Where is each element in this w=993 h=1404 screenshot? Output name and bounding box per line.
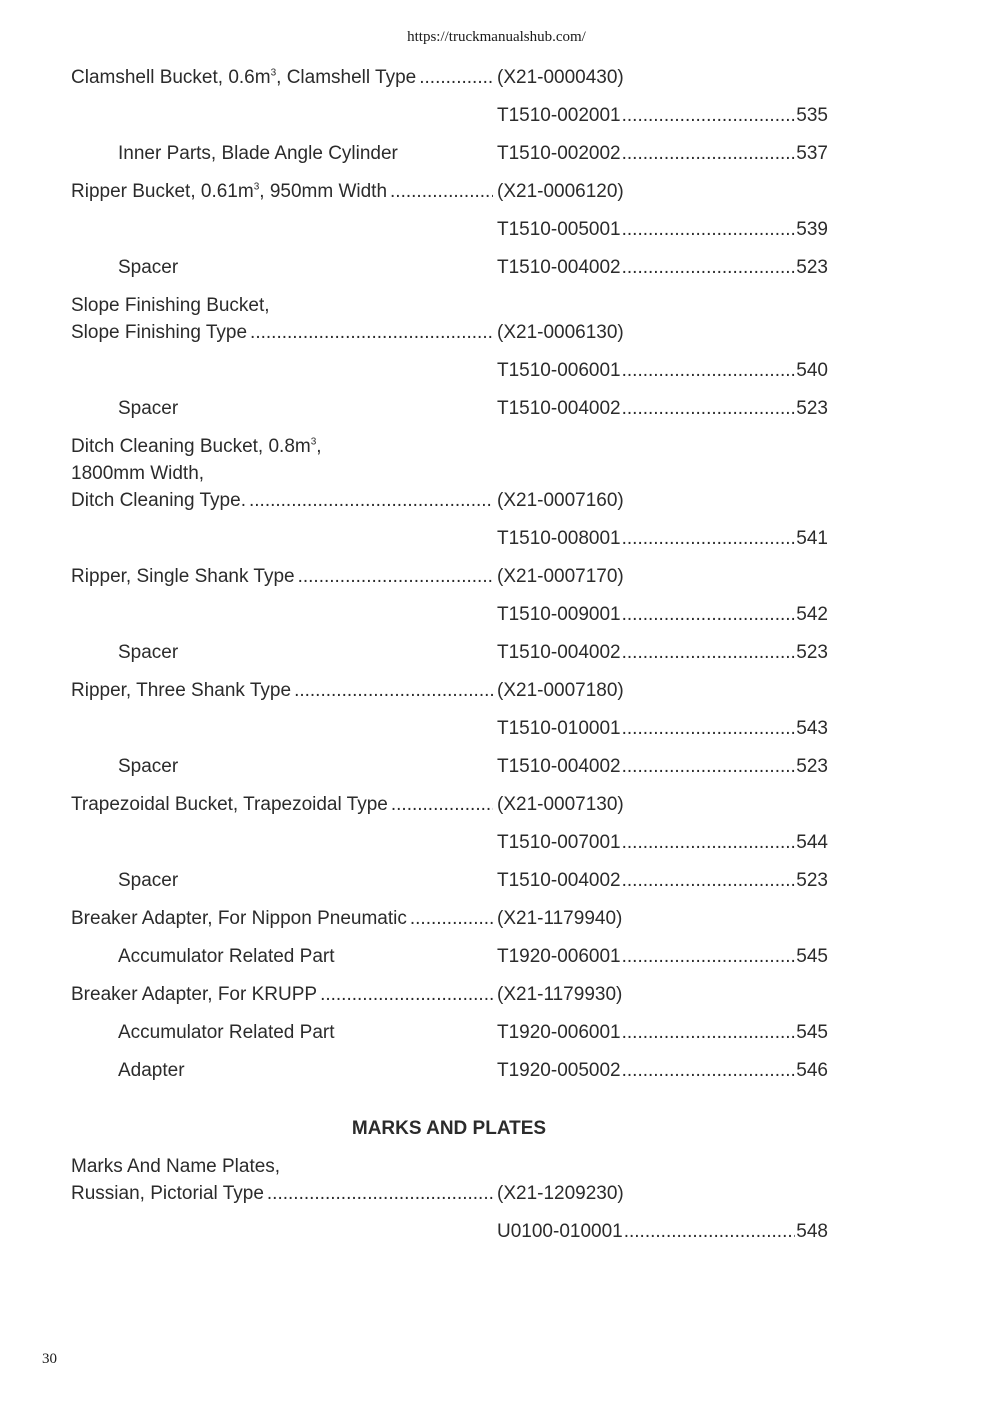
sub-entry-row: [0, 639, 993, 666]
dot-leader: [622, 140, 796, 167]
dot-leader: [622, 254, 796, 281]
description-line: [71, 1180, 497, 1207]
code-row: [0, 601, 993, 628]
code-row: [0, 525, 993, 552]
entry-row: [0, 563, 993, 590]
sub-entry-label: Spacer: [118, 398, 179, 419]
page-ref: 540: [796, 360, 828, 381]
part-code: T1510-004002: [497, 756, 621, 777]
entry-description: [71, 791, 497, 818]
reference-cell: [497, 64, 828, 91]
reference-cell: [497, 753, 828, 780]
section-heading: MARKS AND PLATES: [351, 1118, 547, 1139]
reference-cell: [497, 563, 828, 590]
entry-description: [71, 64, 497, 91]
part-code: T1510-002001: [497, 105, 621, 126]
reference-cell: [497, 905, 828, 932]
part-code: T1510-004002: [497, 398, 621, 419]
parts-list: [0, 64, 993, 1084]
page-ref: 535: [796, 105, 828, 126]
dot-leader: [622, 357, 796, 384]
description-line: Ditch Cleaning Bucket, $0.8m^3$,: [71, 436, 322, 457]
source-url: https://truckmanualshub.com/: [407, 29, 586, 45]
sub-entry-label: Adapter: [118, 1060, 185, 1081]
dot-leader: [622, 943, 796, 970]
sub-entry-row: [0, 943, 993, 970]
description-line: [71, 178, 497, 205]
part-code: T1510-005001: [497, 219, 621, 240]
entry-description: [71, 433, 497, 514]
description-text: Russian, Pictorial Type: [71, 1183, 264, 1204]
reference-cell: [497, 525, 828, 552]
dot-leader: [622, 525, 796, 552]
sub-entry-row: [0, 395, 993, 422]
dot-leader: [622, 639, 796, 666]
page-ref: 545: [796, 1022, 828, 1043]
part-code: U0100-010001: [497, 1221, 623, 1242]
dot-leader: [622, 715, 796, 742]
page-ref: 546: [796, 1060, 828, 1081]
reference-cell: [497, 395, 828, 422]
dot-leader: [410, 905, 493, 932]
sub-entry-label: Accumulator Related Part: [118, 1022, 335, 1043]
page-ref: 523: [796, 257, 828, 278]
reference-cell: [497, 178, 828, 205]
entry-description: [71, 178, 497, 205]
reference-cell: [497, 715, 828, 742]
page-ref: 542: [796, 604, 828, 625]
entry-description: [71, 292, 497, 346]
page-ref: 537: [796, 143, 828, 164]
page-ref: 539: [796, 219, 828, 240]
dot-leader: [622, 867, 796, 894]
dot-leader: [622, 1019, 796, 1046]
dot-leader: [298, 563, 493, 590]
page-ref: 523: [796, 756, 828, 777]
dot-leader: [267, 1180, 493, 1207]
description-line: 1800mm Width,: [71, 463, 205, 484]
reference-cell: [497, 639, 828, 666]
entry-row: [0, 981, 993, 1008]
description-text: Clamshell Bucket, $0.6m^3$, Clamshell Type: [71, 67, 417, 88]
dot-leader: [622, 102, 796, 129]
part-code: T1510-006001: [497, 360, 621, 381]
sub-entry-label: Accumulator Related Part: [118, 946, 335, 967]
description-text: Breaker Adapter, For KRUPP: [71, 984, 318, 1005]
part-code: T1510-004002: [497, 257, 621, 278]
entry-row: [0, 433, 993, 514]
reference-cell: [497, 829, 828, 856]
assembly-number: (X21-0006130): [497, 322, 624, 343]
reference-cell: [497, 1019, 828, 1046]
sub-entry-row: [0, 753, 993, 780]
entry-description: [71, 905, 497, 932]
description-line: [71, 563, 497, 590]
entry-description: [71, 981, 497, 1008]
code-row: [0, 216, 993, 243]
sub-entry-row: [0, 1057, 993, 1084]
reference-cell: [497, 319, 828, 346]
code-row: [0, 102, 993, 129]
page-ref: 544: [796, 832, 828, 853]
reference-cell: [497, 867, 828, 894]
reference-cell: [497, 1057, 828, 1084]
description-line: [71, 981, 497, 1008]
dot-leader: [622, 1057, 796, 1084]
sub-entry-row: [0, 1019, 993, 1046]
part-code: T1920-005002: [497, 1060, 621, 1081]
reference-cell: [497, 677, 828, 704]
assembly-number: (X21-1179940): [497, 908, 623, 929]
sub-entry-label: Spacer: [118, 642, 179, 663]
sub-entry-row: [0, 867, 993, 894]
page-ref: 548: [796, 1221, 828, 1242]
dot-leader: [419, 64, 493, 91]
page-number: 30: [42, 1351, 57, 1367]
sub-entry-row: [0, 254, 993, 281]
dot-leader: [250, 319, 493, 346]
dot-leader: [624, 1218, 796, 1245]
dot-leader: [622, 216, 796, 243]
dot-leader: [391, 791, 493, 818]
dot-leader: [249, 487, 493, 514]
parts-index: [0, 64, 993, 1256]
part-code: T1510-002002: [497, 143, 621, 164]
code-row: [0, 1218, 993, 1245]
reference-cell: [497, 1218, 828, 1245]
marks-list: [0, 1153, 993, 1245]
assembly-number: (X21-1209230): [497, 1183, 624, 1204]
entry-row: [0, 64, 993, 91]
assembly-number: (X21-0000430): [497, 67, 624, 88]
reference-cell: [497, 601, 828, 628]
dot-leader: [622, 601, 796, 628]
description-line: [71, 64, 497, 91]
description-text: Ripper, Single Shank Type: [71, 566, 295, 587]
code-row: [0, 357, 993, 384]
part-code: T1920-006001: [497, 946, 621, 967]
page-ref: 523: [796, 870, 828, 891]
description-text: Ripper, Three Shank Type: [71, 680, 292, 701]
code-row: [0, 715, 993, 742]
assembly-number: (X21-0006120): [497, 181, 624, 202]
description-line: [71, 791, 497, 818]
reference-cell: [497, 140, 828, 167]
dot-leader: [294, 677, 493, 704]
part-code: T1510-007001: [497, 832, 621, 853]
assembly-number: (X21-0007170): [497, 566, 624, 587]
description-text: Ditch Cleaning Type.: [71, 490, 246, 511]
page-ref: 541: [796, 528, 828, 549]
part-code: T1510-008001: [497, 528, 621, 549]
part-code: T1510-004002: [497, 642, 621, 663]
dot-leader: [390, 178, 493, 205]
page-ref: 545: [796, 946, 828, 967]
dot-leader: [622, 395, 796, 422]
reference-cell: [497, 357, 828, 384]
sub-entry-label: Inner Parts, Blade Angle Cylinder: [118, 143, 398, 164]
sub-entry-label: Spacer: [118, 756, 179, 777]
reference-cell: [497, 216, 828, 243]
dot-leader: [622, 753, 796, 780]
entry-row: [0, 1153, 993, 1207]
reference-cell: [497, 1180, 828, 1207]
description-line: Marks And Name Plates,: [71, 1156, 281, 1177]
page-ref: 543: [796, 718, 828, 739]
entry-row: [0, 677, 993, 704]
dot-leader: [320, 981, 493, 1008]
part-code: T1510-010001: [497, 718, 621, 739]
sub-entry-label: Spacer: [118, 257, 179, 278]
entry-row: [0, 791, 993, 818]
entry-description: [71, 1153, 497, 1207]
description-line: Slope Finishing Bucket,: [71, 295, 270, 316]
dot-leader: [622, 829, 796, 856]
reference-cell: [497, 102, 828, 129]
entry-row: [0, 292, 993, 346]
reference-cell: [497, 981, 828, 1008]
page-ref: 523: [796, 642, 828, 663]
sub-entry-row: [0, 140, 993, 167]
description-text: Trapezoidal Bucket, Trapezoidal Type: [71, 794, 388, 815]
assembly-number: (X21-0007180): [497, 680, 624, 701]
description-text: Ripper Bucket, $0.61m^3$, 950mm Width: [71, 181, 388, 202]
part-code: T1510-009001: [497, 604, 621, 625]
description-text: Breaker Adapter, For Nippon Pneumatic: [71, 908, 407, 929]
assembly-number: (X21-0007160): [497, 490, 624, 511]
reference-cell: [497, 791, 828, 818]
entry-row: [0, 178, 993, 205]
description-line: [71, 487, 497, 514]
description-text: Slope Finishing Type: [71, 322, 248, 343]
code-row: [0, 829, 993, 856]
part-code: T1920-006001: [497, 1022, 621, 1043]
reference-cell: [497, 943, 828, 970]
page-ref: 523: [796, 398, 828, 419]
assembly-number: (X21-0007130): [497, 794, 624, 815]
entry-description: [71, 563, 497, 590]
reference-cell: [497, 487, 828, 514]
description-line: [71, 905, 497, 932]
sub-entry-label: Spacer: [118, 870, 179, 891]
entry-row: [0, 905, 993, 932]
reference-cell: [497, 254, 828, 281]
description-line: [71, 319, 497, 346]
part-code: T1510-004002: [497, 870, 621, 891]
entry-description: [71, 677, 497, 704]
assembly-number: (X21-1179930): [497, 984, 623, 1005]
description-line: [71, 677, 497, 704]
